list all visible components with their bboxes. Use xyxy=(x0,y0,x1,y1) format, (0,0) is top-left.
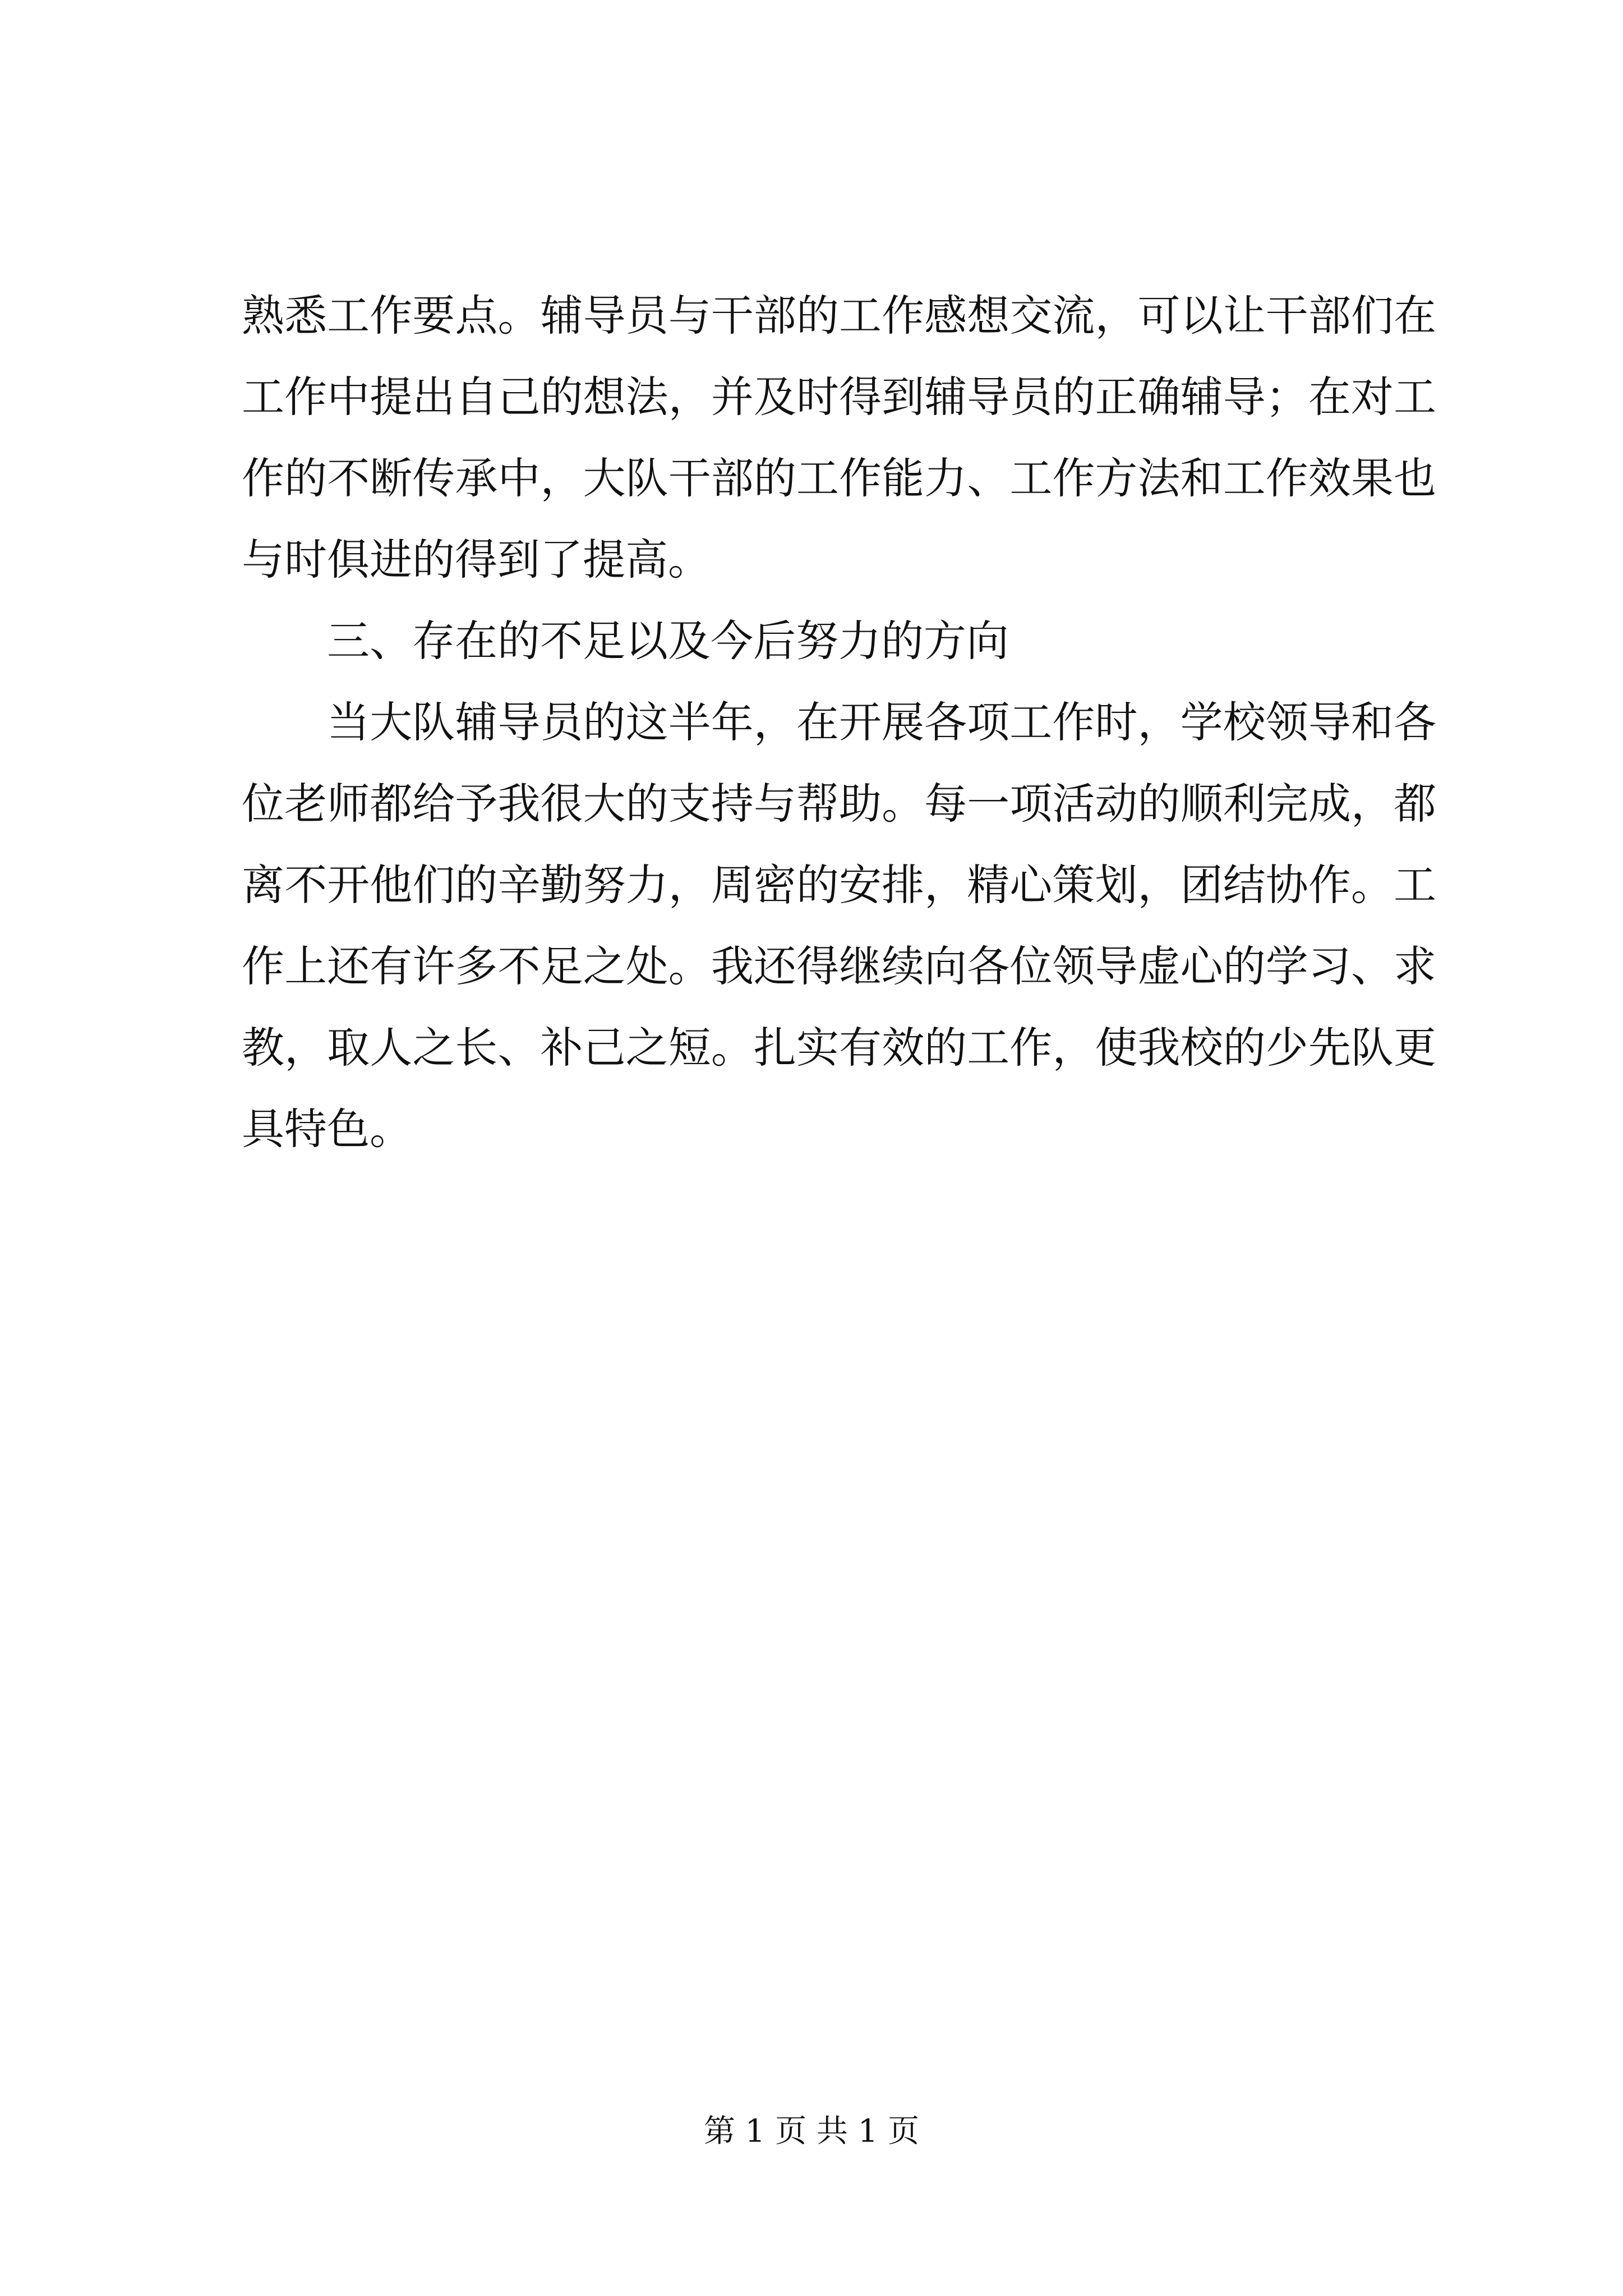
paragraph-line: 当大队辅导员的这半年，在开展各项工作时，学校领导和各 xyxy=(327,697,1436,747)
paragraph-line: 位老师都给予我很大的支持与帮助。每一项活动的顺利完成，都 xyxy=(242,779,1436,829)
section-heading: 三、存在的不足以及今后努力的方向 xyxy=(327,616,1009,666)
page-footer: 第 1 页 共 1 页 xyxy=(703,2113,920,2150)
paragraph-line: 具特色。 xyxy=(242,1104,412,1154)
paragraph-line: 离不开他们的辛勤努力，周密的安排，精心策划，团结协作。工 xyxy=(242,860,1436,910)
paragraph-line: 与时俱进的得到了提高。 xyxy=(242,535,711,585)
paragraph-line: 作的不断传承中，大队干部的工作能力、工作方法和工作效果也 xyxy=(242,453,1436,503)
paragraph-line: 工作中提出自己的想法，并及时得到辅导员的正确辅导；在对工 xyxy=(242,372,1436,422)
body-text xyxy=(242,275,1436,1170)
paragraph-line: 教，取人之长、补己之短。扎实有效的工作，使我校的少先队更 xyxy=(242,1023,1436,1073)
paragraph-line: 作上还有许多不足之处。我还得继续向各位领导虚心的学习、求 xyxy=(242,941,1436,991)
paragraph-line: 熟悉工作要点。辅导员与干部的工作感想交流，可以让干部们在 xyxy=(242,291,1436,341)
